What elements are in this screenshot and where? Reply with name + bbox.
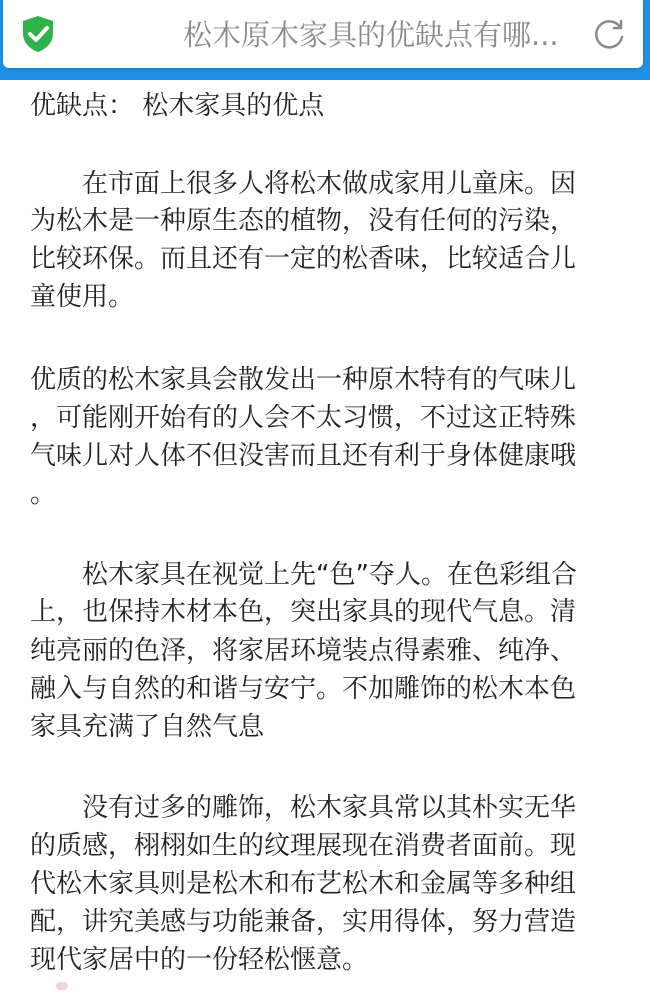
article-line: 代松木家具则是松木和布艺松木和金属等多种组 bbox=[30, 869, 577, 899]
reload-icon[interactable] bbox=[591, 17, 627, 53]
article-line: 松木家具在视觉上先“色”夺人。在色彩组合 bbox=[30, 560, 577, 590]
article-line: 家具充满了自然气息 bbox=[30, 712, 265, 742]
article-line: 配，讲究美感与功能兼备，实用得体，努力营造 bbox=[30, 907, 577, 937]
article-content bbox=[0, 80, 650, 993]
article-line: 比较环保。而且还有一定的松香味，比较适合儿 bbox=[30, 244, 577, 274]
article-line: 融入与自然的和谐与安宁。不加雕饰的松木本色 bbox=[30, 674, 577, 704]
article-line: 童使用。 bbox=[30, 282, 135, 312]
article-line: 没有过多的雕饰，松木家具常以其朴实无华 bbox=[30, 793, 577, 823]
article-line: ，可能刚开始有的人会不太习惯，不过这正特殊 bbox=[30, 403, 577, 433]
article-line: 为松木是一种原生态的植物，没有任何的污染， bbox=[30, 206, 577, 236]
address-bar[interactable] bbox=[3, 0, 643, 68]
article-line: 在市面上很多人将松木做成家用儿童床。因 bbox=[30, 169, 577, 199]
browser-toolbar bbox=[0, 0, 650, 80]
watermark-fragment bbox=[56, 982, 68, 990]
article-line: 优质的松木家具会散发出一种原木特有的气味儿 bbox=[30, 365, 577, 395]
article-line: 的质感，栩栩如生的纹理展现在消费者面前。现 bbox=[30, 831, 577, 861]
article-line: 气味儿对人体不但没害而且还有利于身体健康哦 bbox=[30, 441, 577, 471]
article-line: 。 bbox=[30, 479, 57, 509]
shield-check-icon bbox=[21, 15, 55, 53]
article-heading: 优缺点： 松木家具的优点 bbox=[30, 91, 325, 121]
article-line: 纯亮丽的色泽，将家居环境装点得素雅、纯净、 bbox=[30, 636, 577, 666]
article-line: 上，也保持木材本色，突出家具的现代气息。清 bbox=[30, 597, 577, 627]
article-line: 现代家居中的一份轻松惬意。 bbox=[30, 945, 369, 975]
page-title[interactable]: 松木原木家具的优缺点有哪... bbox=[183, 18, 559, 52]
